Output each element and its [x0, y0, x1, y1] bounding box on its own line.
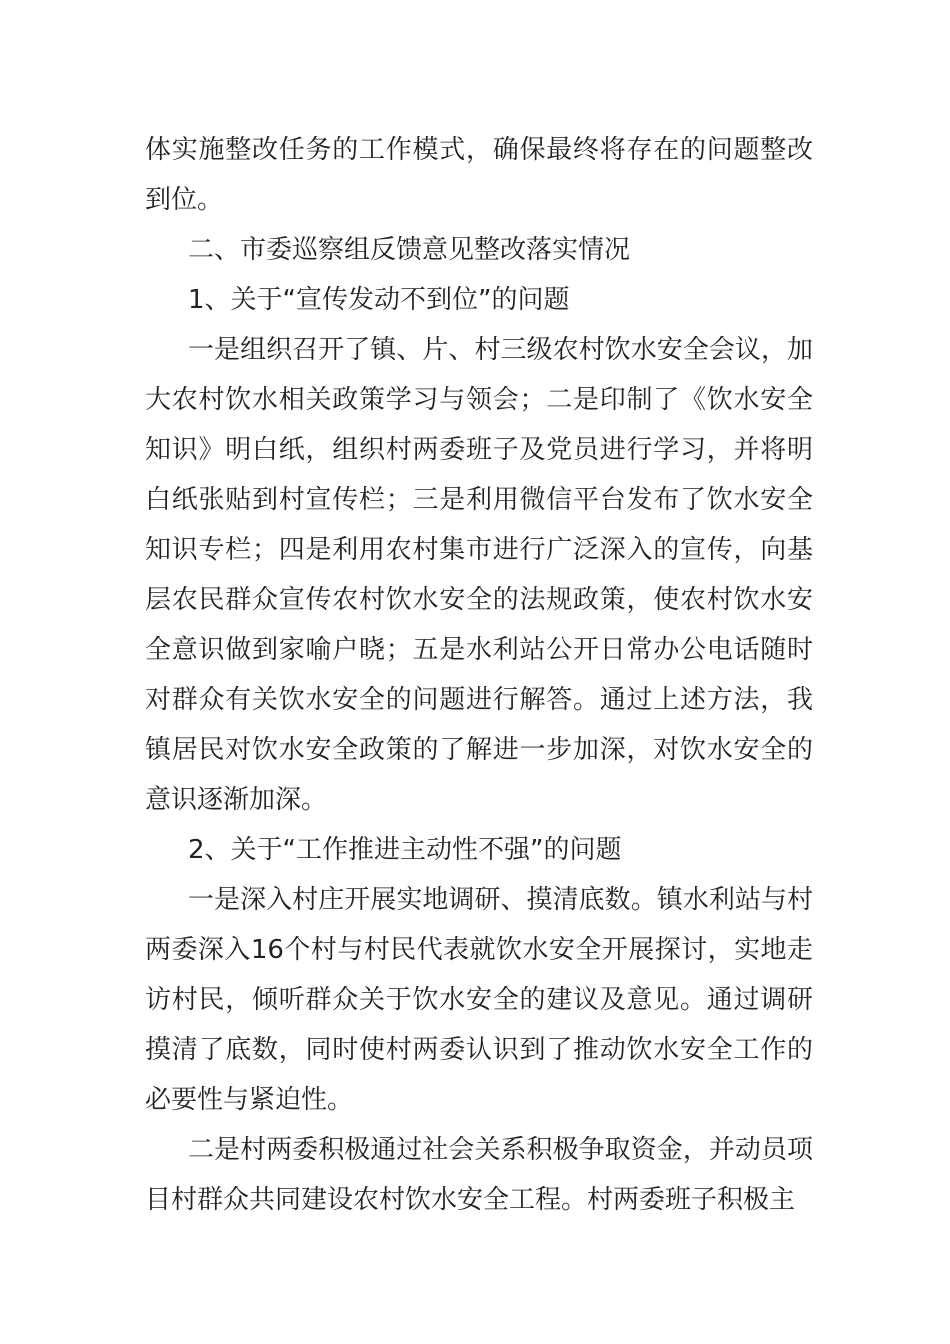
paragraph-continuation: 体实施整改任务的工作模式，确保最终将存在的问题整改到位。 — [145, 135, 813, 215]
paragraph-research: 一是深入村庄开展实地调研、摸清底数。镇水利站与村两委深入16个村与村民代表就饮水安全开展探讨，实地走访村民，倾听群众关于饮水安全的建议及意见。通过调研摸清了底数，同时使村两委认识到了推动饮水安全工作的必要性与紧迫性。 — [145, 885, 813, 1115]
subheading-1: 1、关于“宣传发动不到位”的问题 — [188, 285, 570, 315]
subheading-2: 2、关于“工作推进主动性不强”的问题 — [188, 835, 622, 865]
paragraph-publicity: 一是组织召开了镇、片、村三级农村饮水安全会议，加大农村饮水相关政策学习与领会；二是印制了《饮水安全知识》明白纸，组织村两委班子及党员进行学习，并将明白纸张贴到村宣传栏；三是利用微信平台发布了饮水安全知识专栏；四是利用农村集市进行广泛深入的宣传，向基层农民群众宣传农村饮水安全的法规政策，使农村饮水安全意识做到家喻户晓；五是水利站公开日常办公电话随时对群众有关饮水安全的问题进行解答。通过上述方法，我镇居民对饮水安全政策的了解进一步加深，对饮水安全的意识逐渐加深。 — [145, 335, 813, 815]
document-body — [145, 125, 813, 1225]
section-heading-2: 二、市委巡察组反馈意见整改落实情况 — [188, 235, 631, 265]
paragraph-funding: 二是村两委积极通过社会关系积极争取资金，并动员项目村群众共同建设农村饮水安全工程。村两委班子积极主 — [145, 1135, 813, 1215]
